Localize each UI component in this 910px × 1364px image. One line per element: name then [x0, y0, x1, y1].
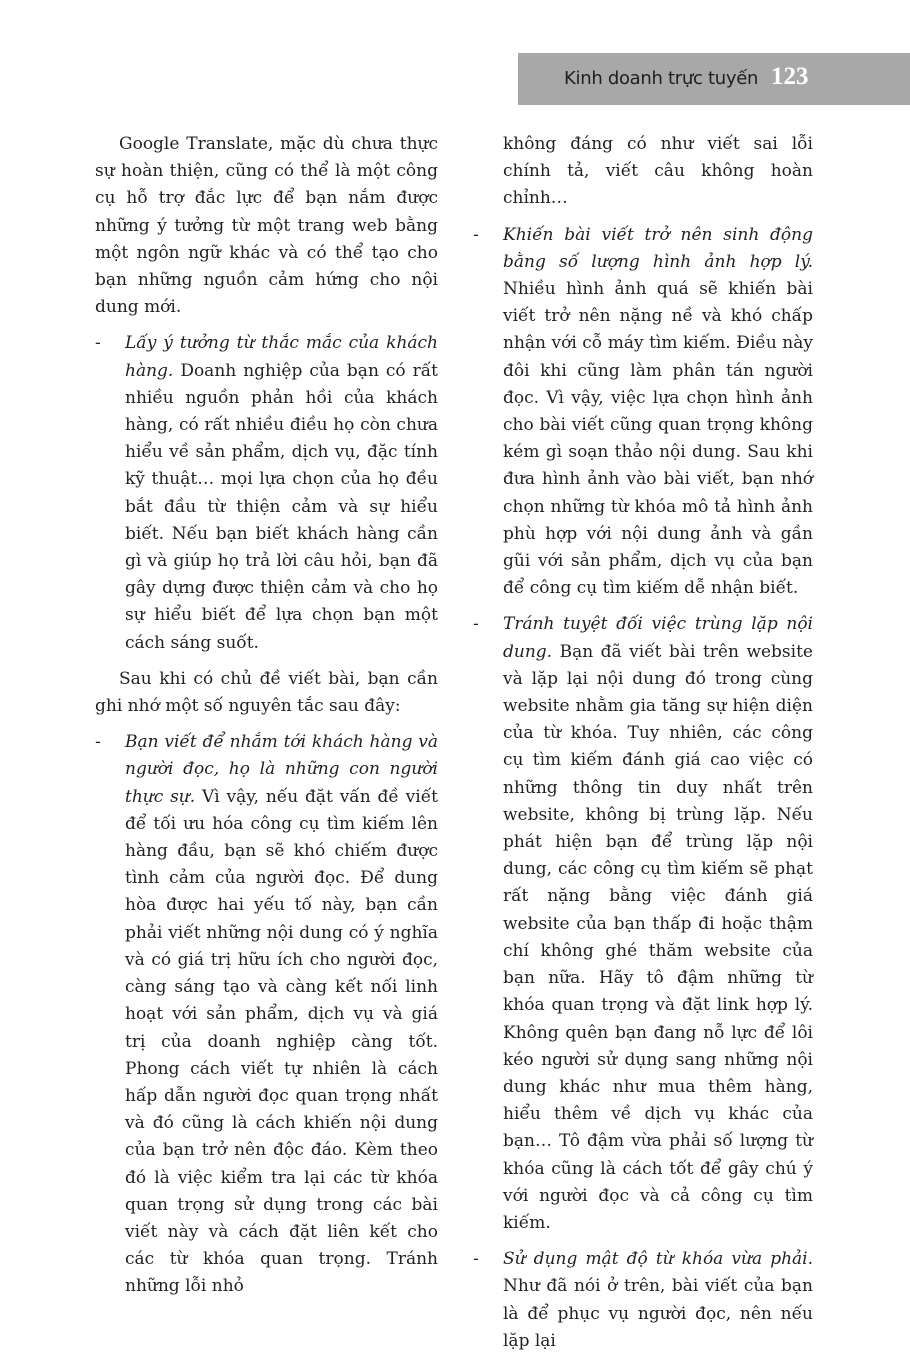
bullet-text: Như đã nói ở trên, bài viết của bạn là để phục vụ người đọc, nên nếu lặp lại [503, 1276, 813, 1351]
left-column [95, 131, 438, 1310]
right-column [473, 131, 813, 1364]
intro-paragraph: Google Translate, mặc dù chưa thực sự hoàn thiện, cũng có thể là một công cụ hỗ trợ đắc lực để bạn nắm được những ý tưởng từ một trang web bằng một ngôn ngữ khác và có thể tạo cho bạn những nguồn cảm hứng cho nội dung mới. [95, 134, 438, 318]
bullet-dash: - [473, 1249, 479, 1270]
bullet-item [473, 222, 813, 603]
bullet-dash: - [95, 732, 101, 753]
bullet-lead: Bạn viết để nhắm tới khách hàng và người đọc, họ là những con người thực sự. [125, 732, 438, 807]
bullet-lead: Tránh tuyệt đối việc trùng lặp nội dung. [503, 614, 813, 662]
bullet-lead: Sử dụng mật độ từ khóa vừa phải. [503, 1249, 813, 1270]
continuation-paragraph: không đáng có như viết sai lỗi chính tả, viết câu không hoàn chỉnh… [503, 134, 813, 209]
bullet-text: Vì vậy, nếu đặt vấn đề viết để tối ưu hóa công cụ tìm kiếm lên hàng đầu, bạn sẽ khó chiếm được tình cảm của người đọc. Để dung hòa được hai yếu tố này, bạn cần phải viết những nội dung có ý nghĩa và có giá trị hữu ích cho người đọc, càng sáng tạo và càng kết nối linh hoạt với sản phẩm, dịch vụ và giá trị của doanh nghiệp càng tốt. Phong cách viết tự nhiên là cách hấp dẫn người đọc quan trọng nhất và đó cũng là cách khiến nội dung của bạn trở nên độc đáo. Kèm theo đó là việc kiểm tra lại các từ khóa quan trọng sử dụng trong các bài viết này và cách đặt liên kết cho các từ khóa quan trọng. Tránh những lỗi nhỏ [125, 786, 438, 1297]
bullet-lead: Khiến bài viết trở nên sinh động bằng số lượng hình ảnh hợp lý. [503, 224, 813, 272]
bullet-dash: - [473, 224, 479, 245]
running-header [518, 53, 910, 105]
bullet-item [473, 1246, 813, 1355]
bullet-item [473, 611, 813, 1237]
bullet-item [95, 729, 438, 1300]
section-title: Kinh doanh trực tuyến [564, 68, 759, 89]
bullet-dash: - [473, 614, 479, 635]
bullet-lead: Lấy ý tưởng từ thắc mắc của khách hàng. [125, 333, 438, 381]
page-number: 123 [771, 63, 809, 90]
bullet-text: Doanh nghiệp của bạn có rất nhiều nguồn phản hồi của khách hàng, có rất nhiều điều họ còn chưa hiểu về sản phẩm, dịch vụ, đặc tính kỹ thuật… mọi lựa chọn của họ đều bắt đầu từ thiện cảm và sự hiểu biết. Nếu bạn biết khách hàng cần gì và giúp họ trả lời câu hỏi, bạn đã gây dựng được thiện cảm và cho họ sự hiểu biết để lựa chọn bạn một cách sáng suốt. [125, 360, 438, 653]
bullet-text: Nhiều hình ảnh quá sẽ khiến bài viết trở nên nặng nề và khó chấp nhận với cỗ máy tìm kiếm. Điều này đôi khi cũng làm phân tán người đọc. Vì vậy, việc lựa chọn hình ảnh cho bài viết cũng quan trọng không kém gì soạn thảo nội dung. Sau khi đưa hình ảnh vào bài viết, bạn nhớ chọn những từ khóa mô tả hình ảnh phù hợp với nội dung ảnh và gần gũi với sản phẩm, dịch vụ của bạn để công cụ tìm kiếm dễ nhận biết. [503, 279, 813, 599]
bullet-text: Bạn đã viết bài trên website và lặp lại nội dung đó trong cùng website nhằm gia tăng sự hiện diện của từ khóa. Tuy nhiên, các công cụ tìm kiếm đánh giá cao việc có những thông tin duy nhất trên website, không bị trùng lặp. Nếu phát hiện bạn để trùng lặp nội dung, các công cụ tìm kiếm sẽ phạt rất nặng bằng việc đánh giá website của bạn thấp đi hoặc thậm chí không ghé thăm website của bạn nữa. Hãy tô đậm những từ khóa quan trọng và đặt link hợp lý. Không quên bạn đang nỗ lực để lôi kéo người sử dụng sang những nội dung khác như mua thêm hàng, hiểu thêm về dịch vụ khác của bạn… Tô đậm vừa phải số lượng từ khóa cũng là cách tốt để gây chú ý với người đọc và cả công cụ tìm kiếm. [503, 641, 813, 1233]
transition-paragraph: Sau khi có chủ đề viết bài, bạn cần ghi nhớ một số nguyên tắc sau đây: [95, 668, 438, 717]
bullet-dash: - [95, 333, 101, 354]
bullet-item [95, 330, 438, 656]
